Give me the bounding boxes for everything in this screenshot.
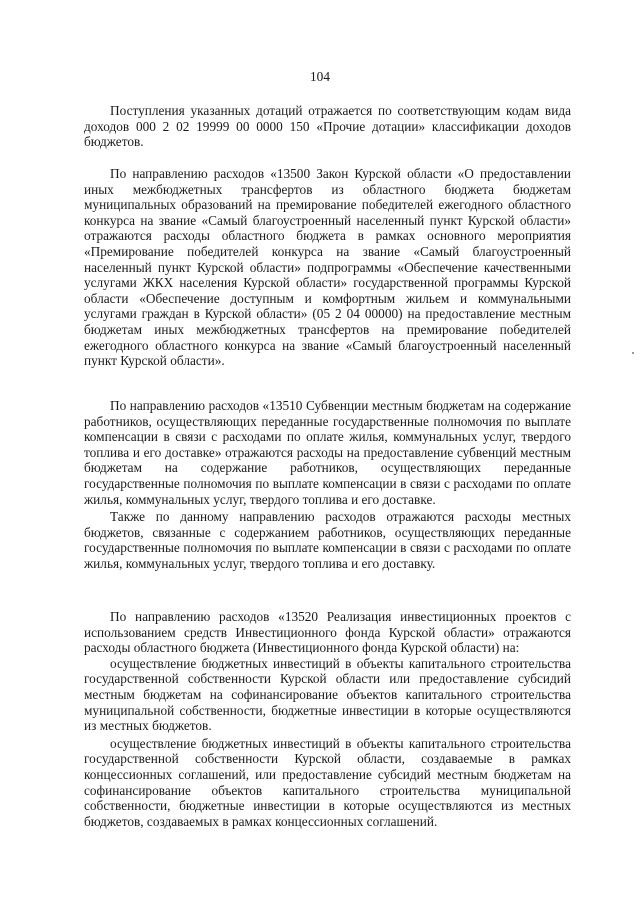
paragraph-dotations: Поступления указанных дотаций отражается по соответствующим кодам вида доходов 000 2 02 19999 00 0000 150 «Прочие дотации» классификации доходов бюджетов. (84, 103, 571, 150)
paragraph-13500: По направлению расходов «13500 Закон Курской области «О предоставлении иных межбюджетных трансфертов из областного бюджета бюджетам муниципальных образований на премирование победителей ежегодного областного конкурса на звание «Самый благоустроенный населенный пункт Курской области» отражаются расходы областного бюджета в рамках основного мероприятия «Премирование победителей конкурса на звание «Самый благоустроенный населенный пункт Курской области» подпрограммы «Обеспечение качественными услугами ЖКХ населения Курской области» государственной программы Курской области «Обеспечение доступным и комфортным жильем и коммунальными услугами граждан в Курской области» (05 2 04 00000) на предоставление местным бюджетам иных межбюджетных трансфертов на премирование победителей ежегодного областного конкурса на звание «Самый благоустроенный населенный пункт Курской области». (84, 166, 571, 369)
paragraph-13510: По направлению расходов «13510 Субвенции местным бюджетам на содержание работников, осуществляющих переданные государственные полномочия по выплате компенсации в связи с расходами по оплате жилья, коммунальных услуг, твердого топлива и его доставке» отражаются расходы на предоставление субвенций местным бюджетам на содержание работников, осуществляющих переданные государственные полномочия по выплате компенсации в связи с расходами по оплате жилья, коммунальных услуг, твердого топлива и его доставке. (84, 398, 571, 507)
paragraph-13520: По направлению расходов «13520 Реализация инвестиционных проектов с использованием средств Инвестиционного фонда Курской области» отражаются расходы областного бюджета (Инвестиционного фонда Курской области) на: (84, 609, 571, 656)
scan-speck (632, 352, 634, 354)
section-13510 (84, 398, 571, 572)
section-13520 (84, 609, 571, 829)
section-dotations (84, 103, 571, 150)
page-number: 104 (310, 69, 330, 84)
paragraph-13520-item-1: осуществление бюджетных инвестиций в объекты капитального строительства государственной собственности Курской области или предоставление субсидий местным бюджетам на софинансирование объектов капитального строительства муниципальной собственности, бюджетные инвестиции в которые осуществляются из местных бюджетов. (84, 655, 571, 734)
section-13500 (84, 166, 571, 369)
paragraph-13520-item-2: осуществление бюджетных инвестиций в объекты капитального строительства государственной собственности Курской области, создаваемые в рамках концессионных соглашений, или предоставление субсидий местным бюджетам на софинансирование объектов капитального строительства муниципальной собственности, бюджетные инвестиции в которые осуществляются из местных бюджетов, создаваемых в рамках концессионных соглашений. (84, 735, 571, 829)
paragraph-13510-also: Также по данному направлению расходов отражаются расходы местных бюджетов, связанные с содержанием работников, осуществляющих переданные государственные полномочия по выплате компенсации в связи с расходами по оплате жилья, коммунальных услуг, твердого топлива и его доставку. (84, 509, 571, 571)
